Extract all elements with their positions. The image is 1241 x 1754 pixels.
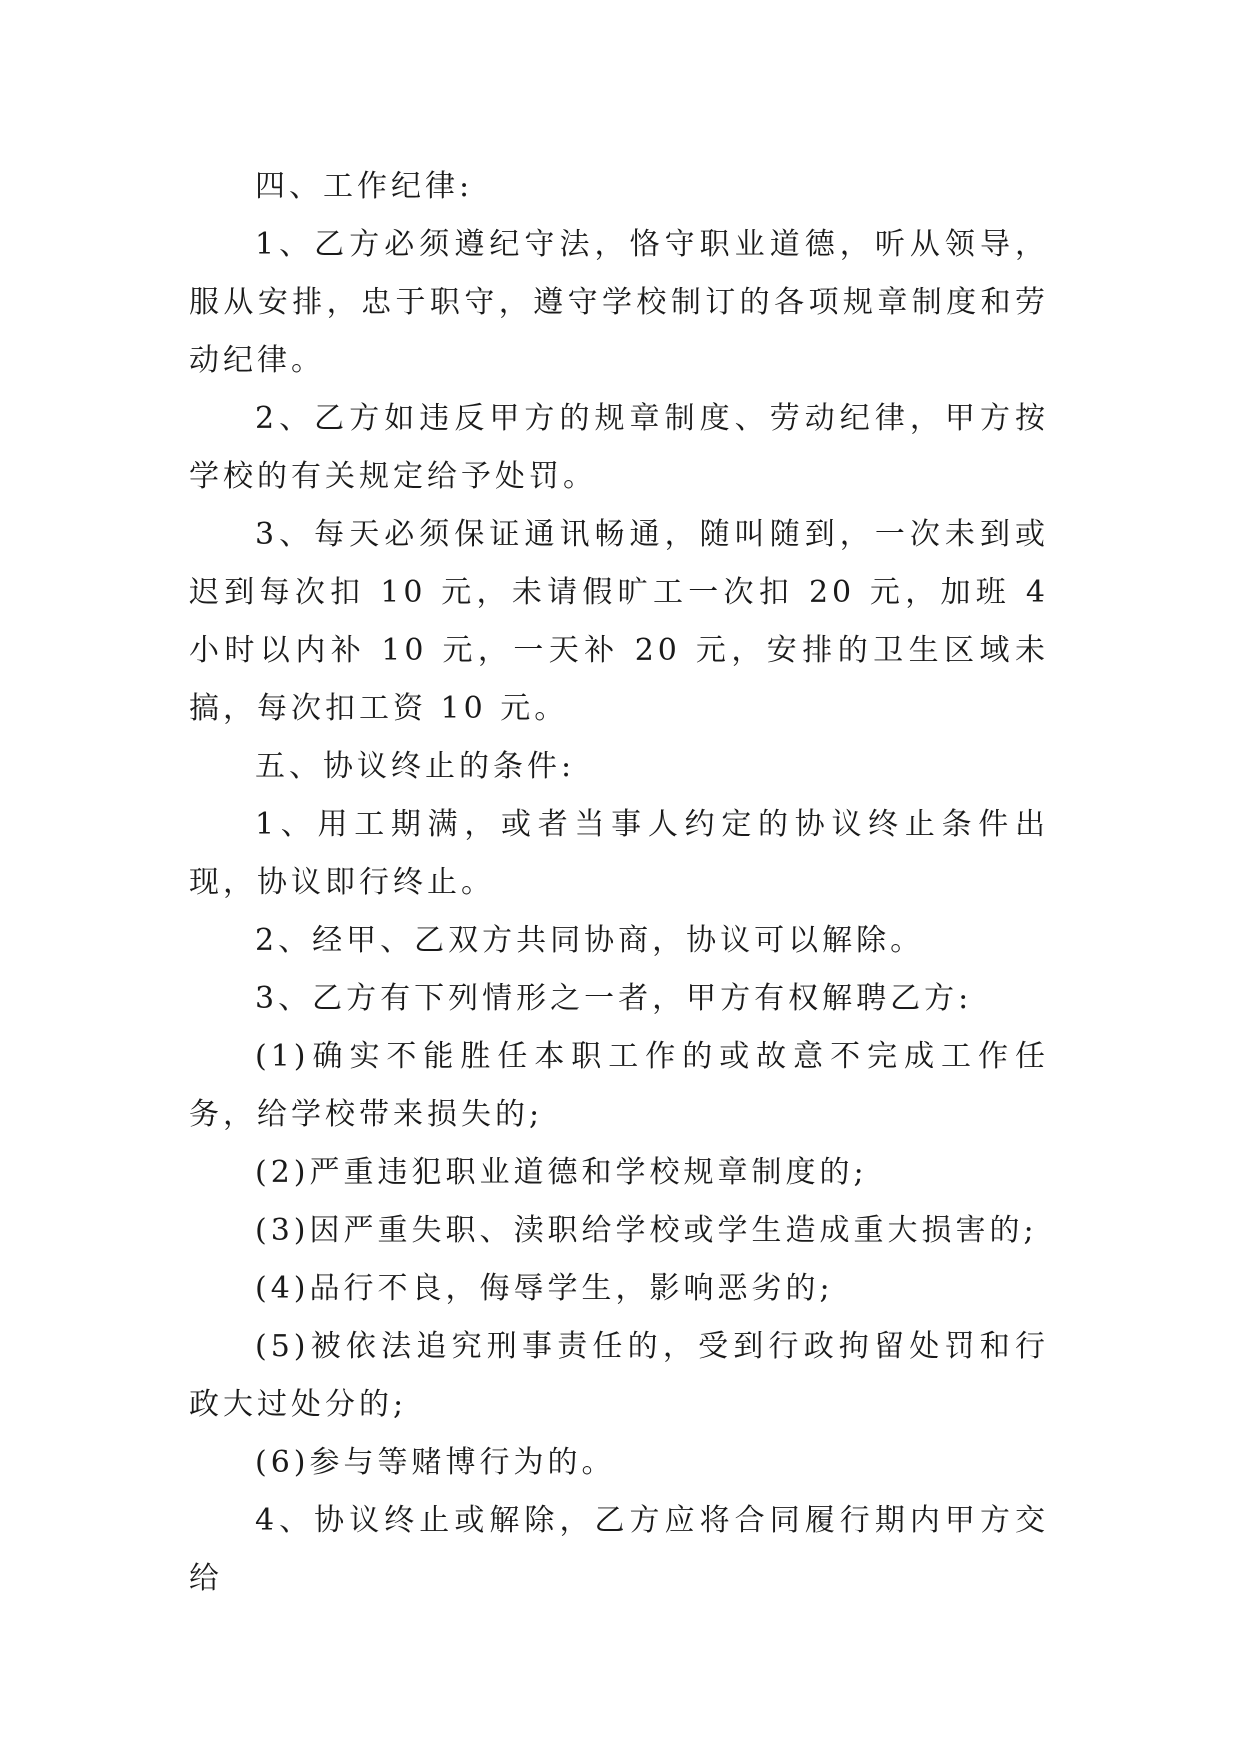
paragraph: 3、每天必须保证通讯畅通，随叫随到，一次未到或迟到每次扣 10 元，未请假旷工一次扣 20 元，加班 4 小时以内补 10 元，一天补 20 元，安排的卫生区域未搞，每次扣工资 10 元。 [189,517,1049,726]
document-body [189,158,1049,1608]
paragraph: 4、协议终止或解除，乙方应将合同履行期内甲方交给 [189,1503,1049,1596]
list-item: (6)参与等赌博行为的。 [255,1445,616,1480]
paragraph: 1、用工期满，或者当事人约定的协议终止条件出现，协议即行终止。 [189,807,1049,900]
paragraph: 2、经甲、乙双方共同协商，协议可以解除。 [255,923,925,958]
list-item: (1)确实不能胜任本职工作的或故意不完成工作任务，给学校带来损失的; [189,1039,1049,1132]
list-item: (3)因严重失职、渎职给学校或学生造成重大损害的; [255,1213,1038,1248]
list-item: (2)严重违犯职业道德和学校规章制度的; [255,1155,868,1190]
section-heading-work-discipline: 四、工作纪律: [255,169,474,204]
section-heading-termination-conditions: 五、协议终止的条件: [255,749,576,784]
paragraph: 3、乙方有下列情形之一者，甲方有权解聘乙方: [255,981,973,1016]
list-item: (4)品行不良，侮辱学生，影响恶劣的; [255,1271,834,1306]
paragraph: 1、乙方必须遵纪守法，恪守职业道德，听从领导，服从安排，忠于职守，遵守学校制订的各项规章制度和劳动纪律。 [189,227,1049,378]
paragraph: 2、乙方如违反甲方的规章制度、劳动纪律，甲方按学校的有关规定给予处罚。 [189,401,1049,494]
list-item: (5)被依法追究刑事责任的，受到行政拘留处罚和行政大过处分的; [189,1329,1049,1422]
